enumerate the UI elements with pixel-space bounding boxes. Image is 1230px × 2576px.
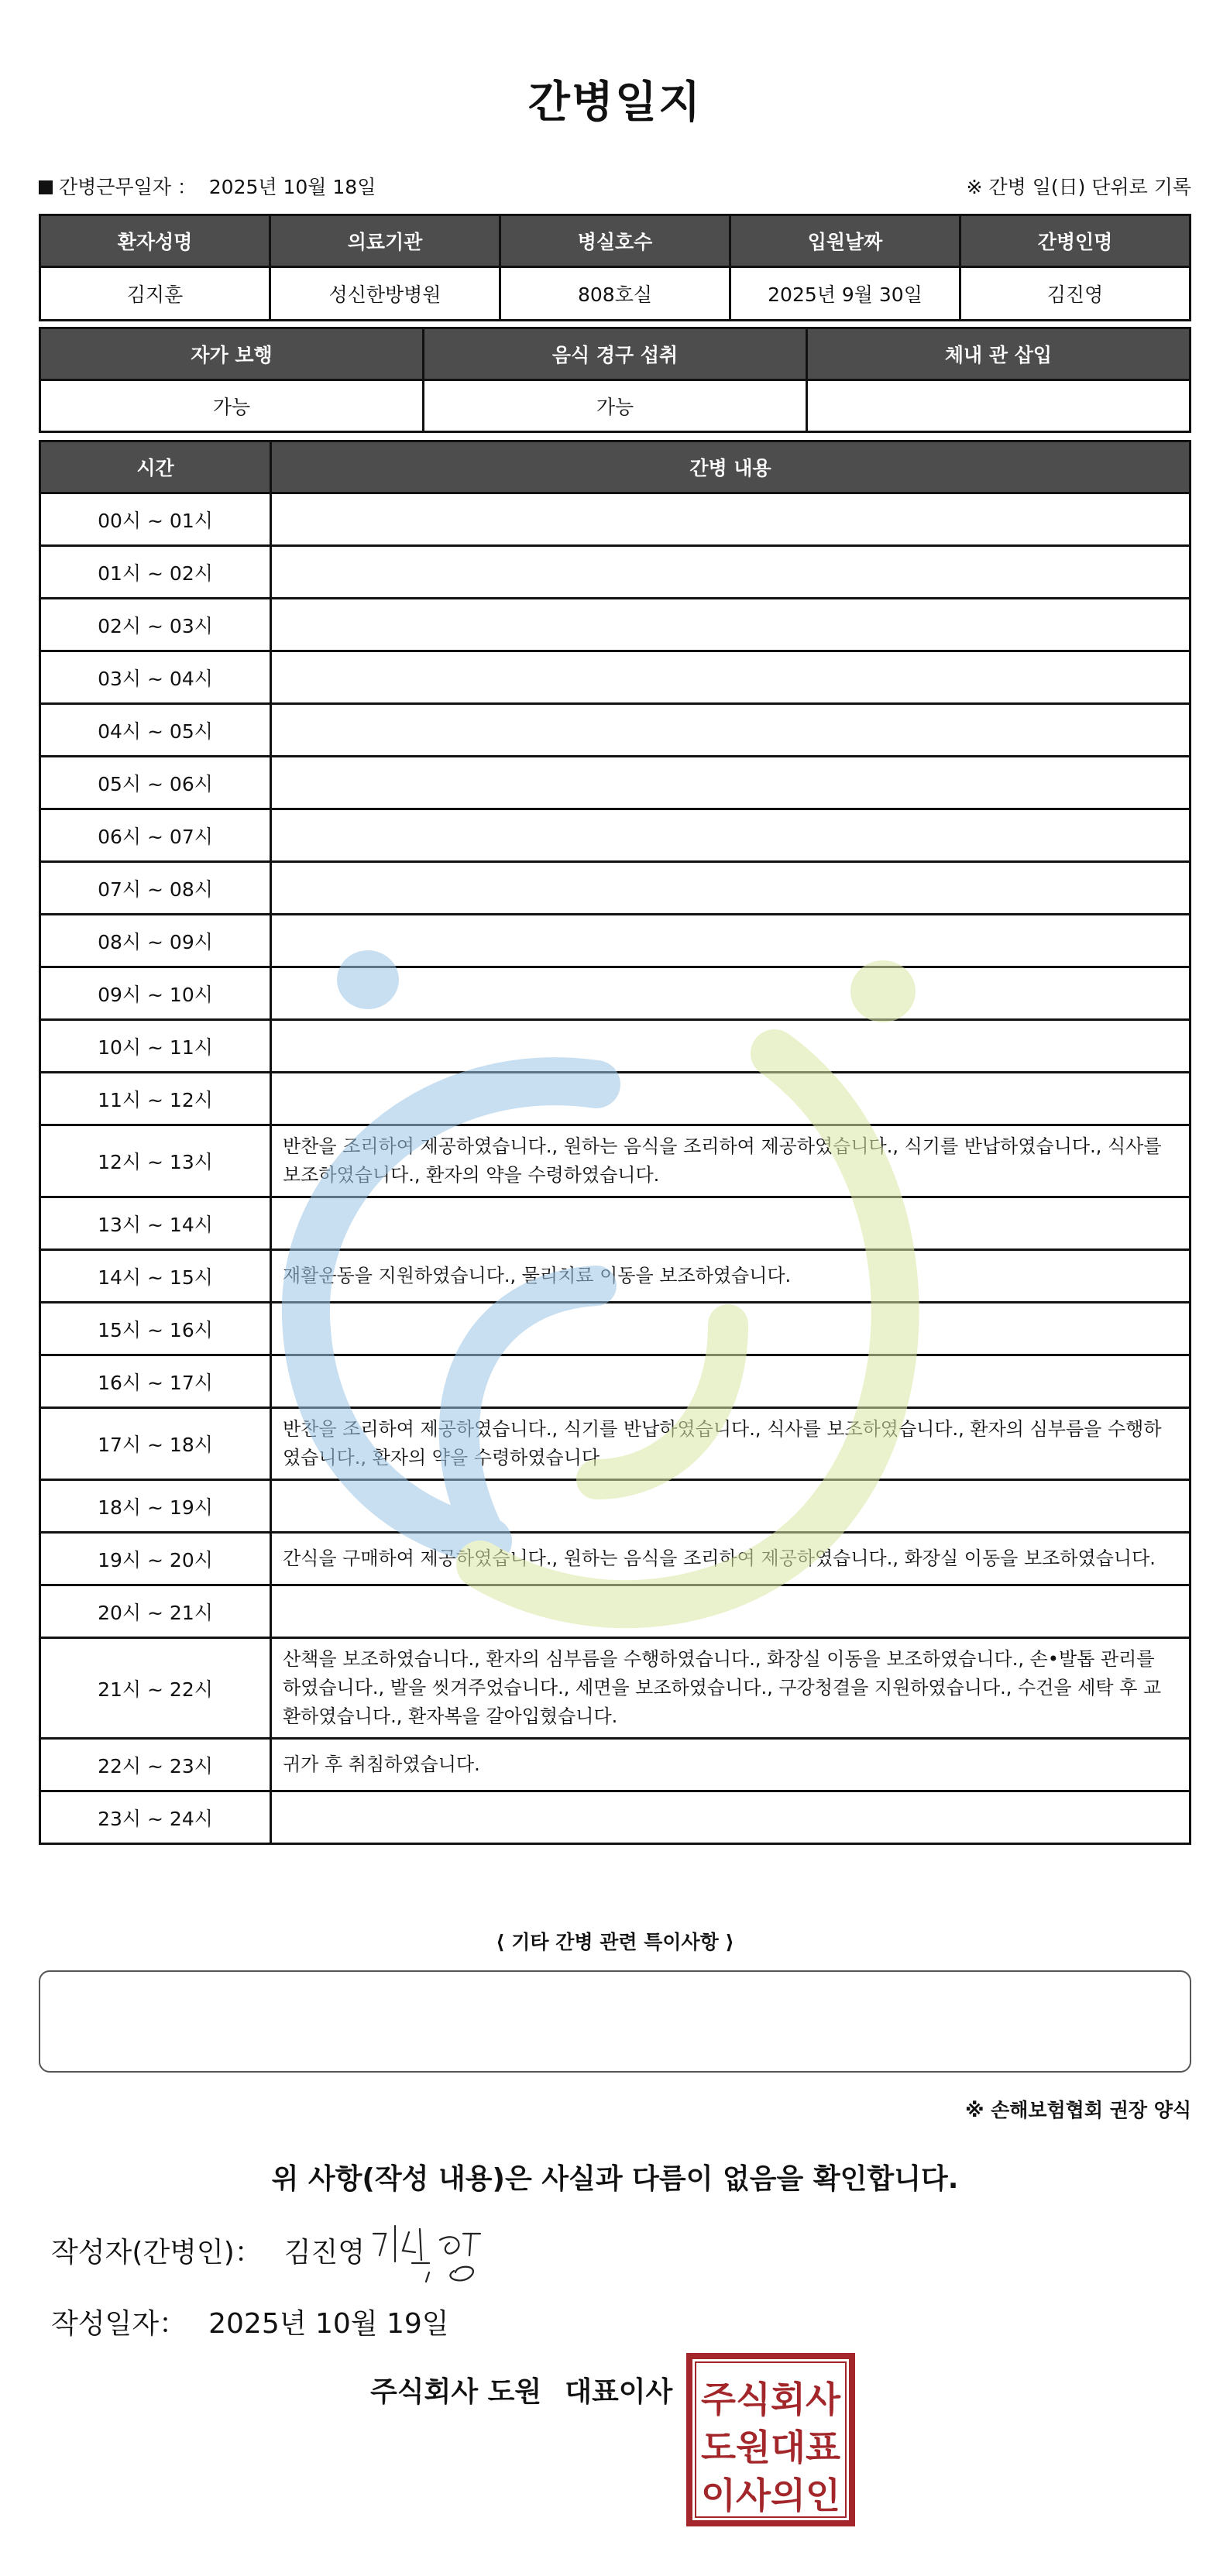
time-slot: 11시 ~ 12시 [40, 1073, 271, 1125]
care-content [271, 1355, 1190, 1408]
care-log-row [40, 862, 1190, 915]
time-slot: 14시 ~ 15시 [40, 1250, 271, 1303]
care-log-row [40, 1638, 1190, 1739]
care-log-table [39, 440, 1191, 1845]
extra-notes-box [39, 1970, 1191, 2073]
patient-info-header-row [40, 215, 1190, 267]
writer-name: 김진영 [283, 2237, 366, 2269]
header-oral-intake: 음식 경구 섭취 [424, 328, 807, 380]
care-content [271, 651, 1190, 704]
care-content [271, 704, 1190, 757]
unit-note: ※ 간병 일(日) 단위로 기록 [966, 176, 1191, 198]
header-care-content: 간병 내용 [271, 441, 1190, 493]
care-content: 간식을 구매하여 제공하였습니다., 원하는 음식을 조리하여 제공하였습니다., 화장실 이동을 보조하였습니다. [271, 1533, 1190, 1585]
admission-date-value: 2025년 9월 30일 [730, 267, 960, 321]
time-slot: 22시 ~ 23시 [40, 1739, 271, 1791]
self-walking-value: 가능 [40, 380, 424, 432]
time-slot: 12시 ~ 13시 [40, 1125, 271, 1197]
time-slot: 17시 ~ 18시 [40, 1408, 271, 1480]
svg-text:주식회사: 주식회사 [701, 2379, 841, 2420]
care-content [271, 862, 1190, 915]
care-log-row [40, 546, 1190, 599]
care-content [271, 915, 1190, 967]
care-content [271, 967, 1190, 1020]
time-slot: 04시 ~ 05시 [40, 704, 271, 757]
header-hospital: 의료기관 [270, 215, 500, 267]
patient-info-value-row [40, 267, 1190, 321]
care-content [271, 1020, 1190, 1073]
care-log-row [40, 967, 1190, 1020]
time-slot: 08시 ~ 09시 [40, 915, 271, 967]
work-date-line [39, 172, 376, 200]
room-value: 808호실 [500, 267, 730, 321]
header-time: 시간 [40, 441, 271, 493]
time-slot: 00시 ~ 01시 [40, 493, 271, 546]
care-log-row [40, 1125, 1190, 1197]
hospital-value: 성신한방병원 [270, 267, 500, 321]
svg-text:이사의인: 이사의인 [701, 2475, 840, 2516]
care-log-row [40, 1791, 1190, 1844]
care-content: 귀가 후 취침하였습니다. [271, 1739, 1190, 1791]
time-slot: 15시 ~ 16시 [40, 1303, 271, 1355]
patient-status-table [39, 327, 1191, 433]
svg-text:도원대표: 도원대표 [701, 2427, 841, 2468]
time-slot: 23시 ~ 24시 [40, 1791, 271, 1844]
writer-line [51, 2231, 365, 2270]
care-log-row [40, 704, 1190, 757]
care-content: 반찬을 조리하여 제공하였습니다., 원하는 음식을 조리하여 제공하였습니다., 식기를 반납하였습니다., 식사를 보조하였습니다., 환자의 약을 수령하였습니다. [271, 1125, 1190, 1197]
patient-status-header-row [40, 328, 1190, 380]
time-slot: 07시 ~ 08시 [40, 862, 271, 915]
care-log-row [40, 757, 1190, 809]
care-log-row [40, 1250, 1190, 1303]
time-slot: 19시 ~ 20시 [40, 1533, 271, 1585]
handwritten-signature [364, 2217, 496, 2286]
patient-name-value: 김지훈 [40, 267, 270, 321]
care-log-row [40, 1480, 1190, 1533]
care-content [271, 493, 1190, 546]
care-content [271, 546, 1190, 599]
care-log-row [40, 1533, 1190, 1585]
care-content [271, 1197, 1190, 1250]
time-slot: 06시 ~ 07시 [40, 809, 271, 862]
care-log-row [40, 1020, 1190, 1073]
care-content [271, 1480, 1190, 1533]
written-date-value: 2025년 10월 19일 [208, 2308, 449, 2340]
care-log-row [40, 1303, 1190, 1355]
header-caregiver-name: 간병인명 [960, 215, 1190, 267]
written-date-label: 작성일자： [51, 2308, 187, 2340]
care-log-row [40, 1739, 1190, 1791]
company-name: 주식회사 도원 [370, 2376, 542, 2408]
care-log-row [40, 1408, 1190, 1480]
care-content: 산책을 보조하였습니다., 환자의 심부름을 수행하였습니다., 화장실 이동을 보조하였습니다., 손•발톱 관리를 하였습니다., 발을 씻겨주었습니다., 세면을 보조하였습니다., 구강청결을 지원하였습니다., 수건을 세탁 후 교환하였습니다., 환자복을 갈아입혔습니다. [271, 1638, 1190, 1739]
confirmation-statement: 위 사항(작성 내용)은 사실과 다름이 없음을 확인합니다. [271, 2163, 959, 2195]
bullet-square-icon [39, 180, 53, 194]
header-room: 병실호수 [500, 215, 730, 267]
care-content [271, 599, 1190, 651]
care-content [271, 1303, 1190, 1355]
care-content [271, 1791, 1190, 1844]
time-slot: 03시 ~ 04시 [40, 651, 271, 704]
company-seal-stamp-icon [685, 2351, 857, 2528]
source-note: ※ 손해보험협회 권장 양식 [965, 2099, 1191, 2121]
work-date-value: 2025년 10월 18일 [208, 176, 376, 198]
time-slot: 05시 ~ 06시 [40, 757, 271, 809]
time-slot: 01시 ~ 02시 [40, 546, 271, 599]
care-content [271, 757, 1190, 809]
caregiver-name-value: 김진영 [960, 267, 1190, 321]
oral-intake-value: 가능 [424, 380, 807, 432]
care-content: 반찬을 조리하여 제공하였습니다., 식기를 반납하였습니다., 식사를 보조하였습니다., 환자의 심부름을 수행하였습니다., 환자의 약을 수령하였습니다 [271, 1408, 1190, 1480]
document-title: 간병일지 [527, 77, 703, 128]
time-slot: 09시 ~ 10시 [40, 967, 271, 1020]
care-log-header-row [40, 441, 1190, 493]
writer-label: 작성자(간병인)： [51, 2237, 263, 2269]
work-date-label: 간병근무일자 ： [59, 176, 197, 198]
care-log-row [40, 1197, 1190, 1250]
care-log-body [40, 493, 1190, 1844]
care-content [271, 1073, 1190, 1125]
care-log-row [40, 1585, 1190, 1638]
care-content [271, 809, 1190, 862]
written-date-line [51, 2302, 449, 2341]
care-log-row [40, 599, 1190, 651]
header-patient-name: 환자성명 [40, 215, 270, 267]
care-log-row [40, 493, 1190, 546]
care-log-row [40, 1355, 1190, 1408]
time-slot: 16시 ~ 17시 [40, 1355, 271, 1408]
care-log-row [40, 809, 1190, 862]
time-slot: 18시 ~ 19시 [40, 1480, 271, 1533]
patient-status-value-row [40, 380, 1190, 432]
company-line [370, 2370, 672, 2409]
time-slot: 02시 ~ 03시 [40, 599, 271, 651]
patient-info-table [39, 214, 1191, 321]
time-slot: 13시 ~ 14시 [40, 1197, 271, 1250]
extra-notes-title: ⟨ 기타 간병 관련 특이사항 ⟩ [496, 1931, 734, 1953]
representative-title: 대표이사 [565, 2376, 673, 2408]
header-self-walking: 자가 보행 [40, 328, 424, 380]
care-log-row [40, 1073, 1190, 1125]
time-slot: 10시 ~ 11시 [40, 1020, 271, 1073]
tube-insertion-value [807, 380, 1190, 432]
time-slot: 21시 ~ 22시 [40, 1638, 271, 1739]
header-admission-date: 입원날짜 [730, 215, 960, 267]
time-slot: 20시 ~ 21시 [40, 1585, 271, 1638]
care-log-row [40, 915, 1190, 967]
care-content: 재활운동을 지원하였습니다., 물리치료 이동을 보조하였습니다. [271, 1250, 1190, 1303]
header-tube-insertion: 체내 관 삽입 [807, 328, 1190, 380]
care-log-row [40, 651, 1190, 704]
care-content [271, 1585, 1190, 1638]
